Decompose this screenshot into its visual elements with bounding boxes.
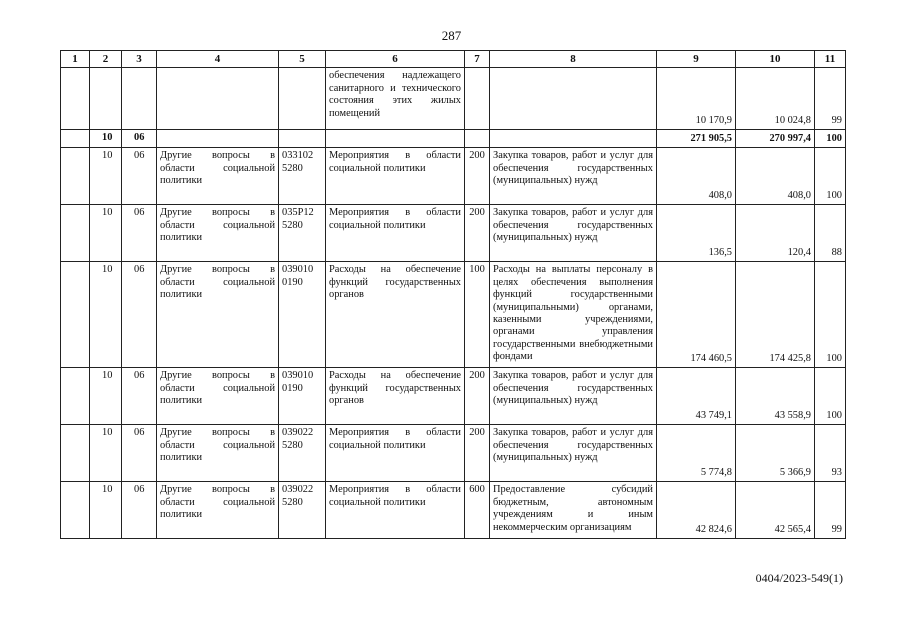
cell-col-11: 100 (815, 368, 846, 425)
cell-col-7 (465, 68, 490, 130)
cell-col-1 (61, 205, 90, 262)
table-row (61, 368, 846, 425)
cell-col-9: 42 824,6 (657, 482, 736, 539)
column-header-5: 5 (279, 51, 326, 68)
cell-col-5: 039010 0190 (279, 368, 326, 425)
cell-col-10: 174 425,8 (736, 262, 815, 368)
cell-col-8: Закупка товаров, работ и услуг для обеспечения государственных (муниципальных) нужд (490, 205, 657, 262)
cell-col-11: 99 (815, 68, 846, 130)
cell-col-5: 039022 5280 (279, 482, 326, 539)
cell-col-8 (490, 68, 657, 130)
cell-col-11: 100 (815, 130, 846, 148)
column-header-9: 9 (657, 51, 736, 68)
cell-col-1 (61, 425, 90, 482)
column-header-4: 4 (157, 51, 279, 68)
cell-col-4: Другие вопросы в области социальной политики (157, 262, 279, 368)
cell-col-8: Предоставление субсидий бюджетным, автономным учреждениям и иным некоммерческим организациям (490, 482, 657, 539)
cell-col-3: 06 (122, 205, 157, 262)
cell-col-3: 06 (122, 368, 157, 425)
cell-col-1 (61, 262, 90, 368)
cell-col-5: 039010 0190 (279, 262, 326, 368)
column-header-8: 8 (490, 51, 657, 68)
cell-col-4: Другие вопросы в области социальной политики (157, 368, 279, 425)
column-header-3: 3 (122, 51, 157, 68)
table-row (61, 148, 846, 205)
header-row (61, 51, 846, 68)
cell-col-6: Мероприятия в области социальной политики (326, 482, 465, 539)
cell-col-4: Другие вопросы в области социальной политики (157, 482, 279, 539)
cell-col-10: 43 558,9 (736, 368, 815, 425)
cell-col-6: Мероприятия в области социальной политики (326, 148, 465, 205)
column-header-1: 1 (61, 51, 90, 68)
cell-col-11: 99 (815, 482, 846, 539)
cell-col-10: 120,4 (736, 205, 815, 262)
cell-col-1 (61, 368, 90, 425)
cell-col-1 (61, 130, 90, 148)
column-header-2: 2 (90, 51, 122, 68)
cell-col-11: 100 (815, 148, 846, 205)
cell-col-3: 06 (122, 425, 157, 482)
cell-col-4: Другие вопросы в области социальной политики (157, 205, 279, 262)
table-row (61, 68, 846, 130)
cell-col-10: 10 024,8 (736, 68, 815, 130)
cell-col-7: 200 (465, 205, 490, 262)
table-row (61, 130, 846, 148)
cell-col-9: 408,0 (657, 148, 736, 205)
cell-col-10: 5 366,9 (736, 425, 815, 482)
cell-col-2: 10 (90, 130, 122, 148)
cell-col-5: 035Р12 5280 (279, 205, 326, 262)
cell-col-7 (465, 130, 490, 148)
cell-col-11: 93 (815, 425, 846, 482)
cell-col-6: Мероприятия в области социальной политики (326, 205, 465, 262)
cell-col-4: Другие вопросы в области социальной политики (157, 148, 279, 205)
column-header-6: 6 (326, 51, 465, 68)
cell-col-7: 200 (465, 368, 490, 425)
cell-col-4: Другие вопросы в области социальной политики (157, 425, 279, 482)
cell-col-1 (61, 148, 90, 205)
table-row (61, 262, 846, 368)
cell-col-6: Расходы на обеспечение функций государственных органов (326, 262, 465, 368)
table-row (61, 425, 846, 482)
cell-col-3: 06 (122, 482, 157, 539)
cell-col-8: Расходы на выплаты персоналу в целях обеспечения выполнения функций государственными (муниципальными) органами, казенными учреждениями, органами управления государственными внебюджетными фондами (490, 262, 657, 368)
cell-col-9: 10 170,9 (657, 68, 736, 130)
table-row (61, 482, 846, 539)
cell-col-3: 06 (122, 130, 157, 148)
cell-col-9: 136,5 (657, 205, 736, 262)
cell-col-5: 033102 5280 (279, 148, 326, 205)
cell-col-6: обеспечения надлежащего санитарного и технического состояния этих жилых помещений (326, 68, 465, 130)
cell-col-7: 100 (465, 262, 490, 368)
cell-col-2: 10 (90, 368, 122, 425)
cell-col-2: 10 (90, 205, 122, 262)
cell-col-5: 039022 5280 (279, 425, 326, 482)
column-header-11: 11 (815, 51, 846, 68)
cell-col-8: Закупка товаров, работ и услуг для обеспечения государственных (муниципальных) нужд (490, 148, 657, 205)
cell-col-3 (122, 68, 157, 130)
cell-col-3: 06 (122, 262, 157, 368)
cell-col-7: 200 (465, 425, 490, 482)
cell-col-2: 10 (90, 148, 122, 205)
cell-col-8: Закупка товаров, работ и услуг для обеспечения государственных (муниципальных) нужд (490, 368, 657, 425)
cell-col-9: 5 774,8 (657, 425, 736, 482)
page-number: 287 (441, 28, 462, 43)
cell-col-2: 10 (90, 425, 122, 482)
cell-col-9: 43 749,1 (657, 368, 736, 425)
cell-col-7: 200 (465, 148, 490, 205)
table-row (61, 205, 846, 262)
cell-col-5 (279, 130, 326, 148)
cell-col-11: 88 (815, 205, 846, 262)
cell-col-4 (157, 130, 279, 148)
cell-col-7: 600 (465, 482, 490, 539)
cell-col-2: 10 (90, 262, 122, 368)
cell-col-9: 174 460,5 (657, 262, 736, 368)
cell-col-4 (157, 68, 279, 130)
cell-col-3: 06 (122, 148, 157, 205)
cell-col-1 (61, 482, 90, 539)
cell-col-8 (490, 130, 657, 148)
cell-col-11: 100 (815, 262, 846, 368)
cell-col-10: 42 565,4 (736, 482, 815, 539)
cell-col-10: 270 997,4 (736, 130, 815, 148)
cell-col-2: 10 (90, 482, 122, 539)
column-header-10: 10 (736, 51, 815, 68)
cell-col-10: 408,0 (736, 148, 815, 205)
cell-col-6: Расходы на обеспечение функций государственных органов (326, 368, 465, 425)
cell-col-6 (326, 130, 465, 148)
cell-col-6: Мероприятия в области социальной политики (326, 425, 465, 482)
document-code: 0404/2023-549(1) (755, 571, 843, 585)
cell-col-2 (90, 68, 122, 130)
cell-col-8: Закупка товаров, работ и услуг для обеспечения государственных (муниципальных) нужд (490, 425, 657, 482)
cell-col-1 (61, 68, 90, 130)
cell-col-9: 271 905,5 (657, 130, 736, 148)
cell-col-5 (279, 68, 326, 130)
column-header-7: 7 (465, 51, 490, 68)
budget-table (60, 50, 846, 539)
